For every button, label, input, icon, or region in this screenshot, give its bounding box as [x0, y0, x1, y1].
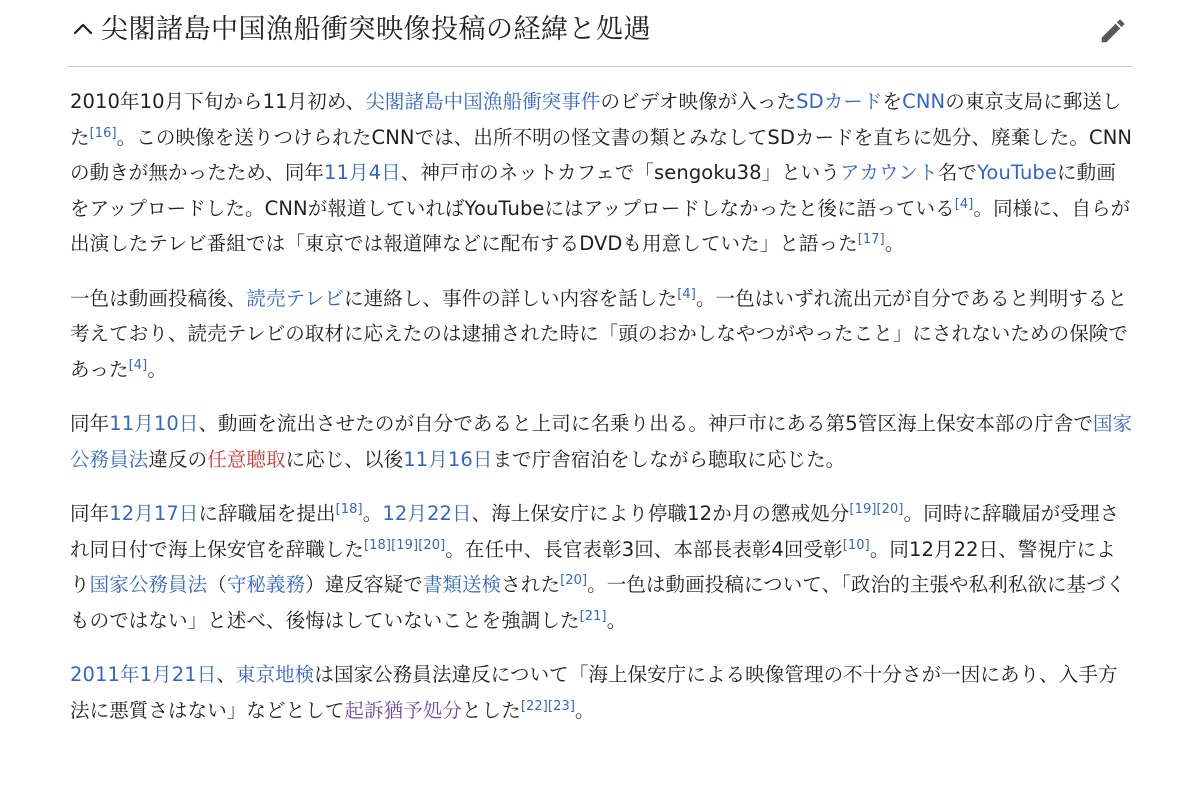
link-yomiuri-tv[interactable]: 読売テレビ [246, 286, 345, 310]
text: 、動画を流出させたのが自分であると上司に名乗り出る。神戸市にある第5管区海上保安本部の庁舎で [198, 412, 1093, 435]
text: の東京支局に郵送した [70, 90, 1122, 149]
citation[interactable] [129, 358, 148, 373]
link-national-public-service-act[interactable]: 国家公務員法 [89, 573, 208, 596]
section-header [68, 6, 1132, 67]
text: 。 [884, 232, 905, 255]
paragraph-2 [70, 281, 1134, 388]
citation-link[interactable]: [20] [560, 573, 588, 588]
citation-link[interactable]: [18] [364, 537, 392, 553]
link-confidentiality-obligation[interactable]: 守秘義務 [226, 573, 306, 596]
link-nov-4[interactable]: 11月4日 [324, 161, 401, 184]
citation[interactable] [364, 538, 391, 553]
link-national-public-service-act[interactable]: 国家公務員法 [70, 412, 1133, 471]
text: に動画をアップロードした。CNNが報道していればYouTubeにはアップロードしなかったと後に語っている [70, 161, 1116, 220]
citation-link[interactable]: [23] [547, 698, 576, 714]
citation-link[interactable]: [4] [954, 196, 974, 212]
text: 違反の [148, 447, 208, 471]
link-jan-21-2011[interactable]: 2011年1月21日 [70, 663, 217, 686]
citation[interactable] [877, 502, 904, 517]
text: 。 [147, 357, 167, 381]
citation[interactable] [560, 573, 587, 588]
citation-link[interactable]: [19] [391, 537, 419, 553]
link-nov-10[interactable]: 11月10日 [109, 412, 199, 435]
paragraph-4 [70, 496, 1134, 638]
text: に辞職届を提出 [198, 502, 336, 525]
text: は国家公務員法違反について「海上保安庁による映像管理の不十分さが一因にあり、入手方法に悪質さはない」などとして [70, 663, 1118, 722]
link-nov-16[interactable]: 11月16日 [403, 447, 493, 471]
text: 。一色はいずれ流出元が自分であると判明すると考えており、読売テレビの取材に応えたのは逮捕された時に「頭のおかしなやつがやったこと」にされないための保険であった [70, 286, 1129, 381]
citation-link[interactable]: [21] [579, 608, 607, 624]
citation-link[interactable]: [4] [677, 286, 696, 302]
citation[interactable] [418, 538, 445, 553]
text: 。 [606, 608, 627, 632]
citation-link[interactable]: [20] [876, 502, 904, 517]
text: 同年 [70, 502, 110, 525]
section-title: 尖閣諸島中国漁船衝突映像投稿の経緯と処遇 [101, 14, 651, 45]
text: に連絡し、事件の詳しい内容を話した [344, 286, 678, 310]
text: 同年 [70, 412, 110, 435]
citation[interactable] [580, 609, 607, 624]
link-suspended-indictment[interactable]: 起訴猶予処分 [344, 698, 463, 722]
paragraph-1 [70, 84, 1134, 262]
text: ）違反容疑で [305, 573, 423, 596]
citation[interactable] [548, 699, 575, 714]
link-account[interactable]: アカウント [840, 161, 938, 184]
link-dec-17[interactable]: 12月17日 [109, 502, 199, 525]
link-cnn[interactable]: CNN [902, 90, 946, 113]
text: 。同様に、自らが出演したテレビ番組では「東京では報道陣などに配布するDVDも用意していた」と語った [70, 196, 1131, 255]
text: 。同時に辞職届が受理され同日付で海上保安官を辞職した [70, 502, 1120, 561]
text: 。一色は動画投稿について、「政治的主張や私利私欲に基づくものではない」と述べ、後悔はしていないことを強調した [70, 573, 1126, 632]
redlink-voluntary-questioning[interactable]: 任意聴取 [207, 447, 286, 471]
pencil-icon[interactable] [1098, 16, 1128, 46]
text: まで庁舎宿泊をしながら聴取に応じた。 [492, 447, 846, 471]
text: を [882, 90, 903, 113]
citation[interactable] [391, 538, 418, 553]
text: 。同12月22日、警視庁により [70, 537, 1116, 596]
text: 。在任中、長官表彰3回、本部長表彰4回受彰 [445, 537, 843, 561]
citation-link[interactable]: [16] [89, 125, 117, 141]
citation-link[interactable]: [19] [849, 502, 877, 517]
text: 。 [362, 502, 383, 525]
text: された [501, 573, 561, 596]
citation[interactable] [90, 126, 117, 141]
citation-link[interactable]: [18] [335, 502, 363, 517]
text: とした [462, 698, 521, 722]
paragraph-5 [70, 657, 1134, 728]
article-body [70, 84, 1134, 747]
link-dec-22[interactable]: 12月22日 [382, 502, 472, 525]
text: に応じ、以後 [285, 447, 404, 471]
text: のビデオ映像が入った [600, 90, 797, 113]
citation[interactable] [843, 538, 870, 553]
text: 、海上保安庁により停職12か月の懲戒処分 [471, 502, 850, 525]
link-sd-card[interactable]: SDカード [796, 90, 883, 113]
citation[interactable] [336, 502, 363, 517]
text: （ [207, 573, 227, 596]
citation[interactable] [849, 502, 876, 517]
citation-link[interactable]: [17] [857, 232, 885, 247]
citation[interactable] [677, 287, 696, 302]
text: 、 [216, 663, 236, 686]
paragraph-3 [70, 406, 1134, 477]
citation-link[interactable]: [20] [418, 537, 446, 553]
text: 2010年10月下旬から11月初め、 [70, 90, 366, 113]
citation-link[interactable]: [4] [128, 357, 148, 373]
link-youtube[interactable]: YouTube [977, 161, 1058, 184]
citation-link[interactable]: [10] [842, 537, 870, 553]
text: 。この映像を送りつけられたCNNでは、出所不明の怪文書の類とみなしてSDカードを直ちに処分、廃棄した。CNNの動きが無かったため、同年 [70, 125, 1133, 184]
text: 名で [937, 161, 978, 184]
link-senkaku-incident[interactable]: 尖閣諸島中国漁船衝突事件 [365, 90, 601, 113]
citation[interactable] [955, 197, 974, 212]
text: 。 [575, 698, 595, 722]
link-referral-to-prosecutors[interactable]: 書類送検 [422, 573, 502, 596]
chevron-up-icon[interactable] [70, 16, 96, 42]
citation[interactable] [521, 699, 548, 714]
text: 、神戸市のネットカフェで「sengoku38」という [400, 161, 840, 184]
citation[interactable] [858, 232, 885, 247]
citation-link[interactable]: [22] [520, 698, 548, 714]
text: 一色は動画投稿後、 [70, 286, 247, 310]
link-tokyo-district-prosecutors[interactable]: 東京地検 [235, 663, 315, 686]
